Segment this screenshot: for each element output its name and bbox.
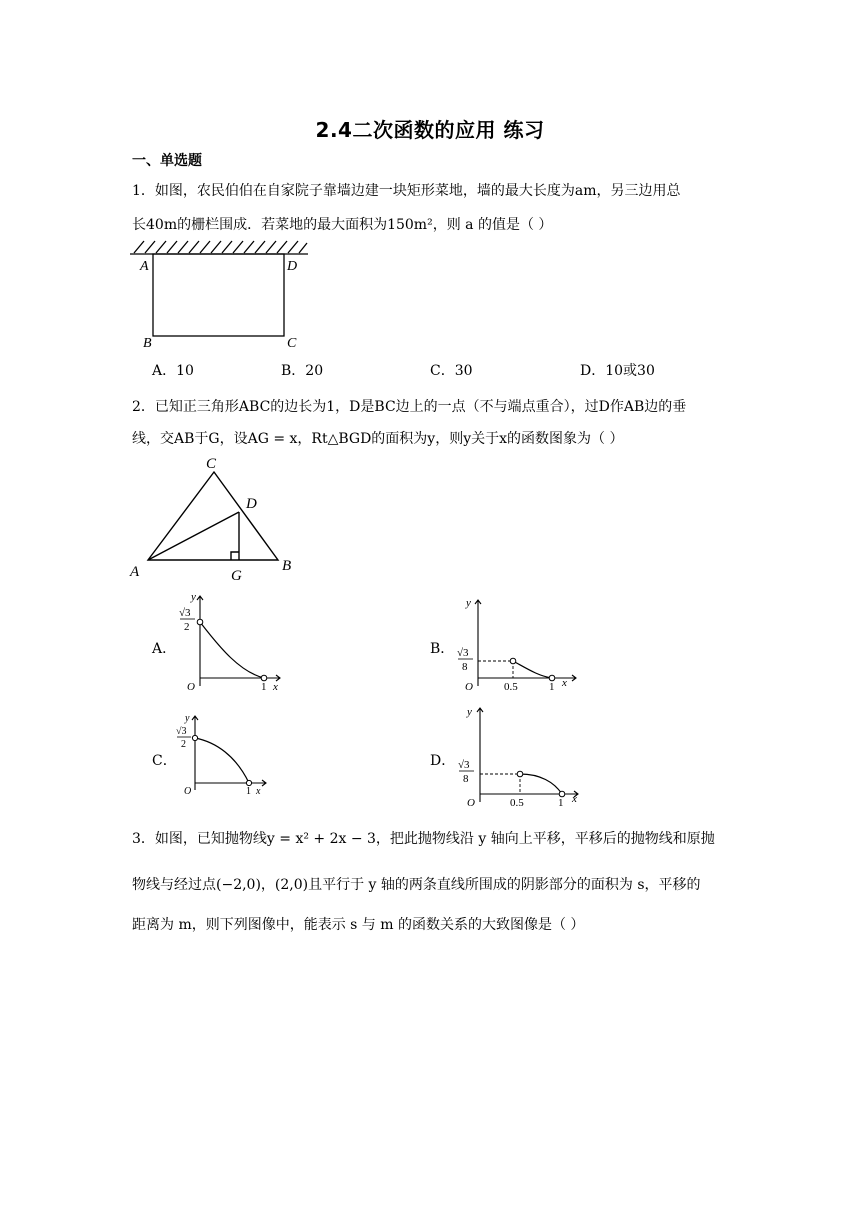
q1-option-d[interactable]: D．10或30 — [580, 363, 655, 379]
q1-option-a[interactable]: A．10 — [152, 363, 194, 379]
svg-text:O: O — [184, 786, 192, 797]
svg-text:y: y — [191, 591, 196, 603]
label-G: G — [231, 568, 242, 584]
curve — [200, 622, 264, 678]
label-B: B — [143, 336, 152, 350]
label-D: D — [246, 496, 257, 512]
wall-hatching — [130, 241, 308, 254]
label-A: A — [130, 564, 140, 580]
svg-text:1: 1 — [261, 681, 267, 693]
label-A: A — [140, 259, 149, 274]
triangle-abc — [148, 472, 278, 560]
svg-text:x: x — [572, 793, 577, 805]
svg-text:2: 2 — [184, 621, 190, 633]
q2-option-a-graph — [176, 590, 286, 695]
section-heading: 一、单选题 — [132, 153, 202, 169]
q2-option-d-graph — [452, 702, 582, 810]
q1-text-line1: 1．如图，农民伯伯在自家院子靠墙边建一块矩形菜地，墙的最大长度为am，另三边用总 — [132, 183, 681, 199]
q2-option-a-label[interactable]: A． — [152, 641, 177, 657]
svg-text:2: 2 — [181, 739, 186, 750]
page-title: 2.4二次函数的应用 练习 — [315, 118, 545, 142]
svg-text:√3: √3 — [176, 726, 187, 737]
svg-text:√3: √3 — [457, 647, 469, 659]
q2-triangle-figure — [128, 452, 308, 584]
curve — [195, 738, 249, 783]
curve — [513, 661, 552, 678]
svg-text:x: x — [273, 681, 278, 693]
svg-text:x: x — [562, 677, 567, 689]
svg-text:√3: √3 — [458, 759, 470, 771]
q3-text-line2: 物线与经过点(−2,0)，(2,0)且平行于 y 轴的两条直线所围成的阴影部分的面积为 s，平移的 — [132, 877, 701, 893]
svg-text:1: 1 — [549, 681, 555, 693]
curve — [520, 774, 562, 794]
q2-text-line1: 2．已知正三角形ABC的边长为1，D是BC边上的一点（不与端点重合），过D作AB边的垂 — [132, 399, 687, 415]
q1-text-line2: 长40m的栅栏围成．若菜地的最大面积为150m²，则 a 的值是（ ） — [132, 217, 553, 233]
garden-rectangle — [153, 254, 284, 336]
svg-text:x: x — [256, 786, 261, 797]
svg-text:8: 8 — [462, 661, 468, 673]
svg-text:y: y — [185, 713, 190, 724]
svg-text:1: 1 — [246, 786, 251, 797]
right-angle-mark — [231, 552, 239, 560]
svg-text:8: 8 — [463, 773, 469, 785]
svg-text:1: 1 — [558, 797, 564, 809]
q2-option-d-label[interactable]: D． — [430, 753, 456, 769]
label-C: C — [206, 456, 217, 472]
label-D: D — [287, 259, 298, 274]
segment-ad — [148, 512, 239, 560]
svg-text:O: O — [187, 681, 195, 693]
svg-text:y: y — [466, 597, 471, 609]
q2-option-c-label[interactable]: C． — [152, 753, 177, 769]
q2-text-line2: 线，交AB于G，设AG = x，Rt△BGD的面积为y，则y关于x的函数图象为（ ） — [132, 431, 624, 447]
svg-text:O: O — [465, 681, 473, 693]
svg-text:0.5: 0.5 — [504, 681, 518, 693]
q3-text-line1: 3．如图，已知抛物线y = x² + 2x − 3，把此抛物线沿 y 轴向上平移，平移后的抛物线和原抛 — [132, 831, 715, 847]
q2-option-c-graph — [174, 710, 284, 800]
label-C: C — [287, 336, 297, 350]
svg-text:y: y — [467, 706, 472, 718]
q1-option-b[interactable]: B．20 — [281, 363, 324, 379]
svg-text:0.5: 0.5 — [510, 797, 524, 809]
q1-option-c[interactable]: C．30 — [430, 363, 473, 379]
svg-text:√3: √3 — [179, 607, 191, 619]
svg-text:O: O — [467, 797, 475, 809]
q1-rectangle-figure — [130, 240, 315, 350]
q2-option-b-graph — [452, 594, 582, 696]
q2-option-b-label[interactable]: B． — [430, 641, 455, 657]
q3-text-line3: 距离为 m，则下列图像中，能表示 s 与 m 的函数关系的大致图像是（ ） — [132, 917, 585, 933]
label-B: B — [282, 558, 292, 574]
